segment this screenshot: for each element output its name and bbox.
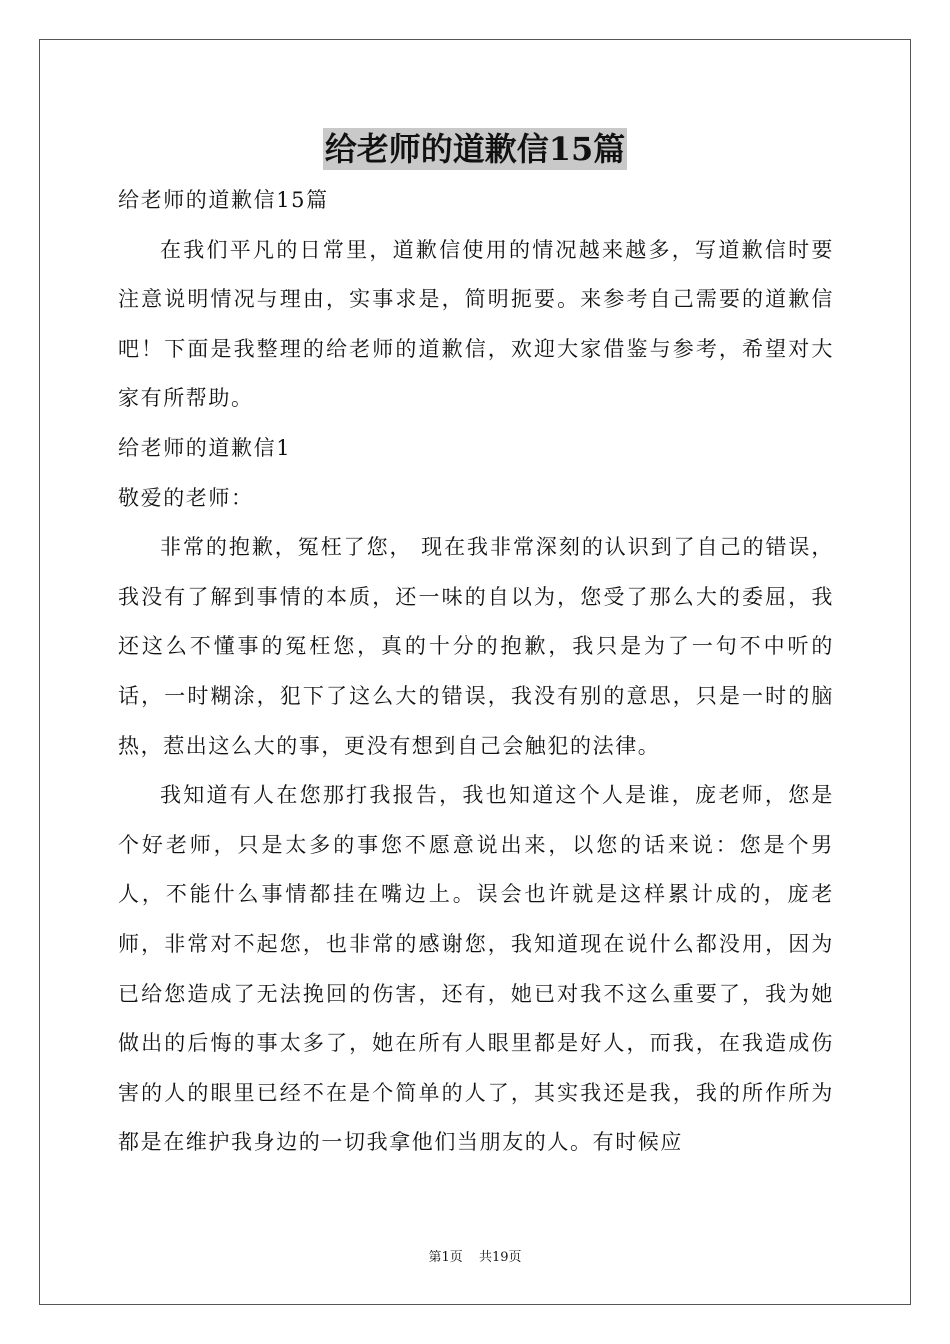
page-footer bbox=[0, 1246, 950, 1265]
title-container bbox=[0, 128, 950, 170]
paragraph: 在我们平凡的日常里，道歉信使用的情况越来越多，写道歉信时要注意说明情况与理由，实事求是，简明扼要。来参考自己需要的道歉信吧！下面是我整理的给老师的道歉信，欢迎大家借鉴与参考，希望对大家有所帮助。 bbox=[118, 237, 834, 411]
paragraph: 非常的抱歉，冤枉了您， 现在我非常深刻的认识到了自己的错误，我没有了解到事情的本质，还一味的自以为，您受了那么大的委屈，我还这么不懂事的冤枉您，真的十分的抱歉，我只是为了一句不中听的话，一时糊涂，犯下了这么大的错误，我没有别的意思，只是一时的脑热，惹出这么大的事，更没有想到自己会触犯的法律。 bbox=[118, 535, 834, 758]
document-body bbox=[118, 176, 834, 1168]
total-pages: 共19页 bbox=[478, 1250, 522, 1265]
page-number: 第1页 bbox=[428, 1250, 463, 1265]
document-title: 给老师的道歉信15篇 bbox=[324, 130, 626, 168]
paragraph: 给老师的道歉信1 bbox=[118, 435, 292, 460]
paragraph: 我知道有人在您那打我报告，我也知道这个人是谁，庞老师，您是个好老师，只是太多的事您不愿意说出来，以您的话来说：您是个男人，不能什么事情都挂在嘴边上。误会也许就是这样累计成的，庞老师，非常对不起您，也非常的感谢您，我知道现在说什么都没用，因为已给您造成了无法挽回的伤害，还有，她已对我不这么重要了，我为她做出的后悔的事太多了，她在所有人眼里都是好人，而我，在我造成伤害的人的眼里已经不在是个简单的人了，其实我还是我，我的所作所为都是在维护我身边的一切我拿他们当朋友的人。有时候应 bbox=[118, 783, 834, 1155]
paragraph: 敬爱的老师： bbox=[118, 485, 254, 510]
paragraph: 给老师的道歉信15篇 bbox=[118, 188, 329, 212]
